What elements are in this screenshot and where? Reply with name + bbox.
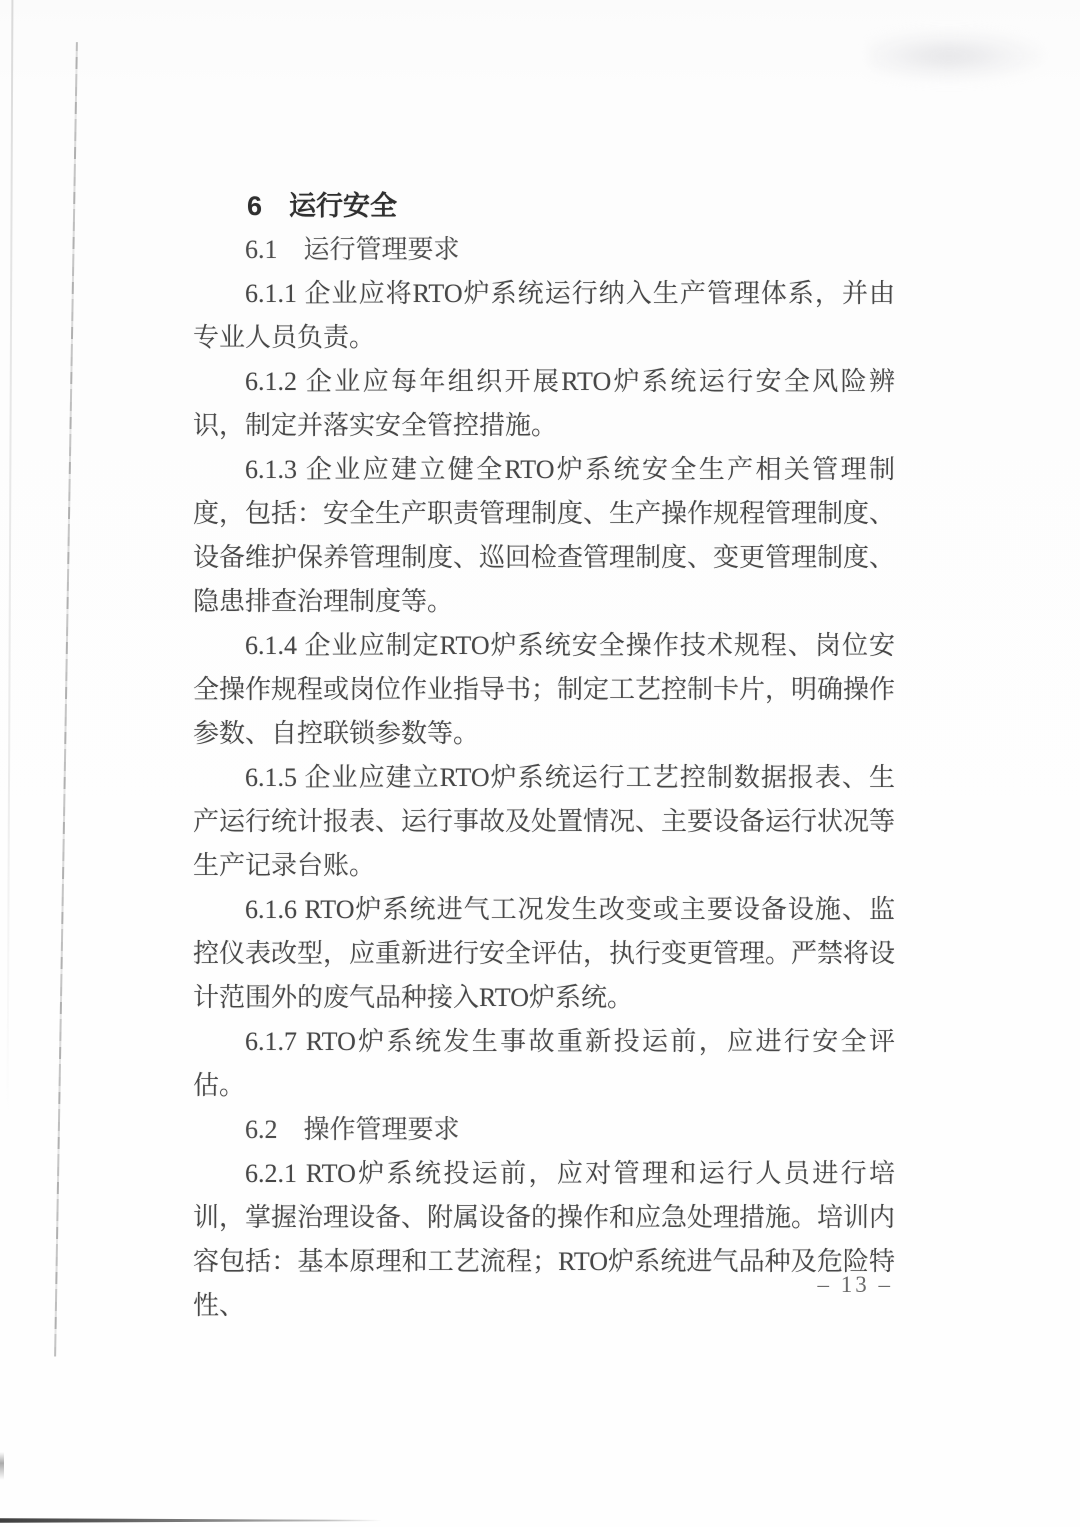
- scan-corner-smudge: [868, 30, 1048, 82]
- document-body: [193, 184, 895, 1328]
- scan-left-edge-mark: [0, 1452, 4, 1480]
- paragraph-614: 6.1.4 企业应制定RTO炉系统安全操作技术规程、岗位安全操作规程或岗位作业指导书；制定工艺控制卡片，明确操作参数、自控联锁参数等。: [193, 631, 896, 748]
- paragraph-621: 6.2.1 RTO炉系统投运前，应对管理和运行人员进行培训，掌握治理设备、附属设备的操作和应急处理措施。培训内容包括：基本原理和工艺流程；RTO炉系统进气品种及危险特性、: [193, 1159, 896, 1320]
- paragraph-615: 6.1.5 企业应建立RTO炉系统运行工艺控制数据报表、生产运行统计报表、运行事故及处置情况、主要设备运行状况等生产记录台账。: [193, 763, 896, 880]
- scan-page-edge-line: [54, 42, 78, 1357]
- paragraph-613: 6.1.3 企业应建立健全RTO炉系统安全生产相关管理制度，包括：安全生产职责管理制度、生产操作规程管理制度、设备维护保养管理制度、巡回检查管理制度、变更管理制度、隐患排查治理制度等。: [193, 455, 896, 616]
- subsection-heading-62: 6.2 操作管理要求: [245, 1115, 460, 1144]
- page-number: – 13 –: [817, 1272, 893, 1297]
- paragraph-617: 6.1.7 RTO炉系统发生事故重新投运前，应进行安全评估。: [193, 1027, 895, 1100]
- paragraph-616: 6.1.6 RTO炉系统进气工况发生改变或主要设备设施、监控仪表改型，应重新进行安全评估，执行变更管理。严禁将设计范围外的废气品种接入RTO炉系统。: [193, 895, 896, 1012]
- scan-bottom-line: [0, 1518, 382, 1523]
- paragraph-611: 6.1.1 企业应将RTO炉系统运行纳入生产管理体系，并由专业人员负责。: [193, 279, 895, 352]
- section-heading: 6 运行安全: [247, 191, 398, 221]
- paragraph-612: 6.1.2 企业应每年组织开展RTO炉系统运行安全风险辨识，制定并落实安全管控措施。: [193, 367, 895, 440]
- scan-edge-line-outer: [7, 0, 14, 1110]
- subsection-heading-61: 6.1 运行管理要求: [245, 235, 460, 264]
